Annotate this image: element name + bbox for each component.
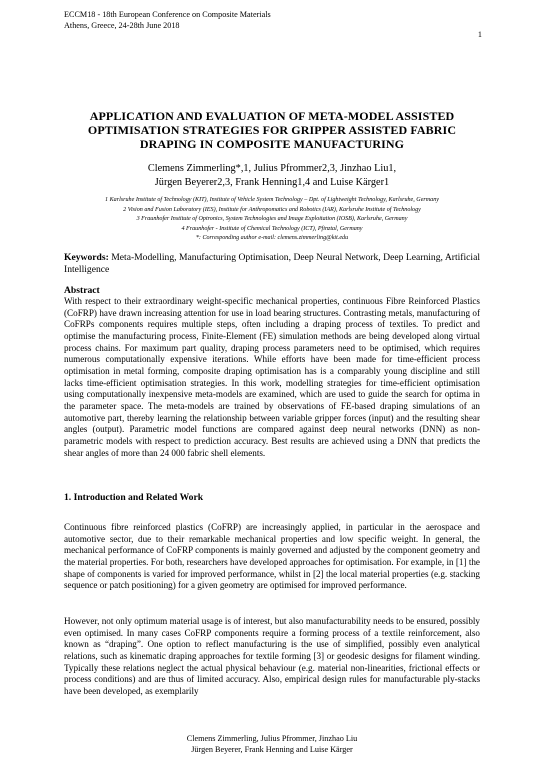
affiliation-3: 3 Fraunhofer Institute of Optronics, System Technologies and Image Exploitation (IOSB), Karlsruhe, Germany xyxy=(136,216,408,223)
conference-name: ECCM18 - 18th European Conference on Composite Materials xyxy=(64,10,271,19)
affiliation-1: 1 Karlsruhe Institute of Technology (KIT), Institute of Vehicle System Technology – Dpt. of Lightweight Technology, Karlsruhe, Germany xyxy=(105,197,439,203)
author-line-2: Jürgen Beyerer2,3, Frank Henning1,4 and Luise Kärger1 xyxy=(154,177,390,188)
affiliation-2: 2 Vision and Fusion Laboratory (IES), Institute for Anthropomatics and Robotics (IAR), Karlsruhe Institute of Technology xyxy=(123,206,421,213)
body-paragraph-1: Continuous fibre reinforced plastics (CoFRP) are increasingly applied, in particular in the aerospace and automotive sector, due to their remarkable mechanical properties and low specific weight. In general, the mechanical performance of CoFRP components is mainly governed and adjusted by the component geometry and the material properties. For both, researchers have developed approaches for optimisation. For example, in [1] the shape of components is varied for improved performance, whilst in [2] the local material properties (e.g. stacking sequence or patch positioning) for a given geometry are optimised for improved performance. xyxy=(64,522,480,591)
author-list xyxy=(64,162,480,190)
abstract-heading: Abstract xyxy=(64,285,100,296)
running-footer xyxy=(64,733,480,755)
footer-line-1: Clemens Zimmerling, Julius Pfrommer, Jinzhao Liu xyxy=(186,734,358,743)
page-number: 1 xyxy=(477,30,482,39)
affiliation-4: 4 Fraunhofer - Institute of Chemical Technology (ICT), Pfinztal, Germany xyxy=(181,225,363,232)
abstract-text: With respect to their extraordinary weight-specific mechanical properties, continuous Fibre Reinforced Plastics (CoFRP) have drawn increasing attention for use in load bearing structures. Contrasting metals, manufacturing of CoFRPs components requires multiple steps, often including a draping process of textiles. To predict and optimise the manufacturing process, Finite-Element (FE) simulation methods are being developed along virtual process chains. For maximum part quality, draping process parameters need to be optimised, which requires numerous computationally expensive iterations. While efforts have been made for time-efficient process optimisation in metal forming, composite draping optimisation has is a comparably young discipline and still lacks time-efficient optimisation strategies. In this work, modelling strategies for time-efficient optimisation using computationally inexpensive meta-models are examined, which are used to guide the search for optima in the parameter space. The meta-models are trained by observations of FE-based draping simulations of an automotive part, thereby learning the relationship between variable gripper forces (input) and the resulting shear angles (output). Parametric model functions are compared against deep neural networks (DNN) as non-parametric models with respect to prediction accuracy. Best results are achieved using a DNN that predicts the shear angles of more than 24 000 fabric shell elements. xyxy=(64,296,480,458)
keywords xyxy=(64,252,480,275)
conference-location: Athens, Greece, 24-28th June 2018 xyxy=(64,21,180,30)
keywords-text: Meta-Modelling, Manufacturing Optimisation, Deep Neural Network, Deep Learning, Artificial Intelligence xyxy=(64,252,481,275)
paper-title: APPLICATION AND EVALUATION OF META-MODEL ASSISTED OPTIMISATION STRATEGIES FOR GRIPPER ASSISTED FABRIC DRAPING IN COMPOSITE MANUFACTURING xyxy=(87,109,457,152)
affiliations xyxy=(64,196,480,244)
author-line-1: Clemens Zimmerling*,1, Julius Pfrommer2,3, Jinzhao Liu1, xyxy=(147,163,397,174)
footer-line-2: Jürgen Beyerer, Frank Henning and Luise Kärger xyxy=(191,745,353,754)
corresponding-author: *: Corresponding author e-mail: clemens.zimmerling@kit.edu xyxy=(195,235,349,242)
keywords-label: Keywords: xyxy=(64,252,109,263)
running-header xyxy=(64,9,271,31)
section-heading: 1. Introduction and Related Work xyxy=(64,492,204,503)
body-paragraph-2: However, not only optimum material usage is of interest, but also manufacturability needs to be ensured, possibly even optimised. In many cases CoFRP components require a forming process of a textile reinforcement, also known as “draping”. One option to reflect manufacturing is the use of simplified, possibly even analytical relations, such as kinematic draping approaches for textile forming [3] or geodesic designs for filament winding. Typically these relations neglect the actual physical behaviour (e.g. material non-linearities, frictional effects or process conditions) and are thus of limited accuracy. Also, empirical design rules for manufacturable ply-stacks have been developed, as exemplarily xyxy=(64,616,480,696)
